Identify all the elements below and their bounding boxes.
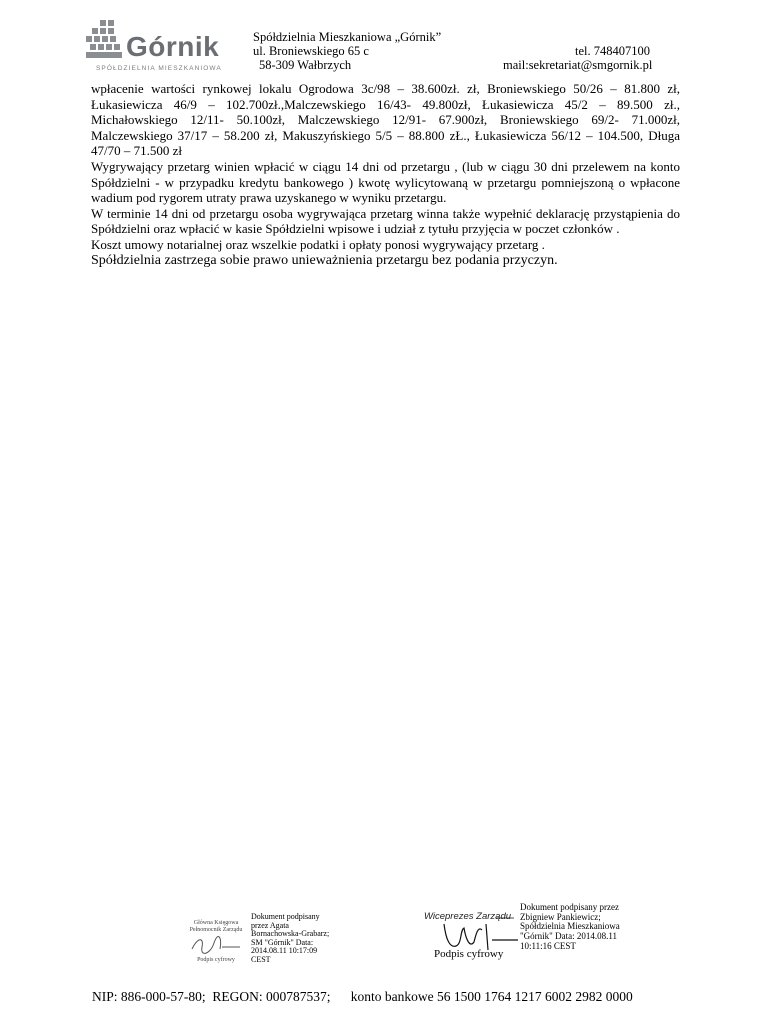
footer-nip: NIP: 886-000-57-80; (92, 989, 206, 1004)
handwritten-signature-icon (188, 935, 244, 957)
paragraph-payment: Wygrywający przetarg winien wpłacić w ciągu 14 dni od przetargu , (lub w ciągu 30 dni przelewem na konto Spółdzielni - w przypadku kredytu bankowego ) kwotę wylicytowaną w przetargu pomniejszoną o wpłacone wadium pod rygorem utraty prawa uzyskanego w wyniku przetargu. (91, 158, 680, 206)
logo-mark-icon (86, 18, 126, 64)
signature-1-role: Główna Księgowa Pełnomocnik Zarządu (189, 920, 243, 933)
phone-number: tel. 748407100 (575, 44, 650, 58)
paragraph-reservation: Spółdzielnia zastrzega sobie prawo unieważnienia przetargu bez podania przyczyn. (91, 252, 558, 268)
signature-2-details: Dokument podpisany przez Zbigniew Pankiewicz; Spółdzielnia Mieszkaniowa "Górnik" Data: 2014.08.11 10:11:16 CEST (520, 902, 620, 951)
logo-subtitle: SPÓŁDZIELNIA MIESZKANIOWA (96, 65, 222, 72)
digital-signature-2 (420, 900, 640, 980)
footer-company-ids (92, 989, 633, 1005)
document-body (91, 81, 680, 268)
footer-bank-account: konto bankowe 56 1500 1764 1217 6002 2982 0000 (350, 989, 633, 1004)
paragraph-prices: wpłacenie wartości rynkowej lokalu Ogrodowa 3c/98 – 38.600zł. zł, Broniewskiego 50/26 – 81.800 zł, Łukasiewicza 46/9 – 102.700zł.,Malczewskiego 16/43- 49.800zł, Łukasiewicza 45/2 – 89.500 zł., Michałowskiego 12/11- 50.100zł, Malczewskiego 12/91- 67.900zł, Broniewskiego 69/2- 71.000zł, Malczewskiego 37/17 – 58.200 zł, Makuszyńskiego 5/5 – 88.800 zŁ., Łukasiewicza 56/12 – 104.500, Długa 47/70 – 71.500 zł (91, 81, 680, 159)
signature-2-label: Podpis cyfrowy (434, 948, 504, 960)
signature-2-role: Wiceprezes Zarządu (424, 911, 512, 922)
digital-signature-1 (186, 910, 336, 980)
company-logo (86, 18, 221, 74)
footer-regon: REGON: 000787537; (212, 989, 331, 1004)
org-name: Spółdzielnia Mieszkaniowa „Górnik” (253, 30, 442, 44)
signature-1-label: Podpis cyfrowy (197, 957, 235, 963)
address-street: ul. Broniewskiego 65 c (253, 44, 369, 58)
email-address: mail:sekretariat@smgornik.pl (503, 58, 653, 72)
logo-wordmark: Górnik (126, 31, 220, 62)
signature-1-details: Dokument podpisany przez Agata Bornachowska-Grabarz; SM "Górnik" Data: 2014.08.11 10:17:09 CEST (251, 912, 330, 964)
paragraph-costs: Koszt umowy notarialnej oraz wszelkie podatki i opłaty ponosi wygrywający przetarg . (91, 236, 545, 252)
address-city: 58-309 Wałbrzych (259, 58, 352, 72)
paragraph-membership: W terminie 14 dni od przetargu osoba wygrywająca przetarg winna także wypełnić deklarację przystąpienia do Spółdzielni oraz wpłacić w kasie Spółdzielni wpisowe i udział z tytułu przyjęcia w poczet członków . (91, 205, 680, 237)
signature-1-stamp (186, 920, 246, 964)
